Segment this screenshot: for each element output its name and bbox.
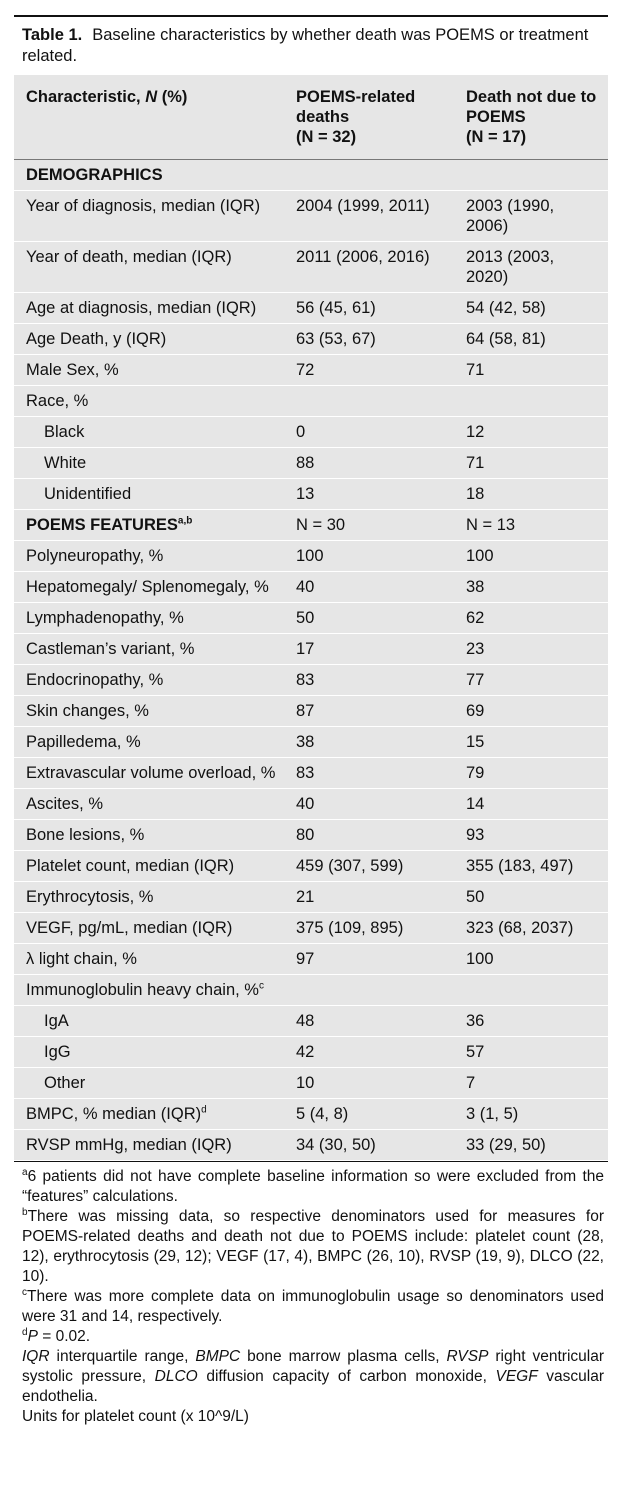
baseline-table xyxy=(14,75,608,1161)
row-label: Year of diagnosis, median (IQR) xyxy=(14,191,284,242)
poems-deaths-value: 13 xyxy=(284,479,454,510)
poems-deaths-value: 21 xyxy=(284,882,454,913)
non-poems-deaths-value xyxy=(454,975,608,1006)
non-poems-deaths-value: 36 xyxy=(454,1006,608,1037)
row-label: Lymphadenopathy, % xyxy=(14,603,284,634)
poems-deaths-value: 34 (30, 50) xyxy=(284,1130,454,1161)
poems-deaths-value: 2004 (1999, 2011) xyxy=(284,191,454,242)
table-row xyxy=(14,191,608,242)
caption-label: Table 1. xyxy=(22,26,83,44)
non-poems-deaths-value: 3 (1, 5) xyxy=(454,1099,608,1130)
poems-deaths-value: N = 30 xyxy=(284,510,454,541)
row-label: Extravascular volume overload, % xyxy=(14,758,284,789)
non-poems-deaths-value: 15 xyxy=(454,727,608,758)
row-label: Bone lesions, % xyxy=(14,820,284,851)
row-label: Skin changes, % xyxy=(14,696,284,727)
footnote-b: $^b$There was missing data, so respective denominators used for measures for POEMS-related deaths and death not due to POEMS include: platelet count (28, 12), erythrocytosis (29, 12); VEGF (17, 4), BMPC (26, 10), RVSP (19, 9), DLCO (22, 10). xyxy=(22,1206,604,1285)
row-label: Male Sex, % xyxy=(14,355,284,386)
poems-deaths-value: 42 xyxy=(284,1037,454,1068)
footnotes xyxy=(22,1167,604,1427)
poems-deaths-value: 40 xyxy=(284,789,454,820)
row-label: RVSP mmHg, median (IQR) xyxy=(14,1130,284,1161)
poems-deaths-value: 0 xyxy=(284,417,454,448)
abbreviations-note: IQR interquartile range, BMPC bone marrow plasma cells, RVSP right ventricular systolic pressure, DLCO diffusion capacity of carbon monoxide, VEGF vascular endothelia. xyxy=(22,1348,605,1405)
poems-deaths-value: 50 xyxy=(284,603,454,634)
poems-deaths-value: 63 (53, 67) xyxy=(284,324,454,355)
non-poems-deaths-value: 79 xyxy=(454,758,608,789)
table-row xyxy=(14,1037,608,1068)
non-poems-deaths-value: N = 13 xyxy=(454,510,608,541)
poems-deaths-value: 17 xyxy=(284,634,454,665)
non-poems-deaths-value: 50 xyxy=(454,882,608,913)
table-row xyxy=(14,293,608,324)
table-row xyxy=(14,820,608,851)
row-label: White xyxy=(14,448,284,479)
table-row xyxy=(14,541,608,572)
row-label: BMPC, % median (IQR)$^d$ xyxy=(14,1099,284,1130)
row-label: Hepatomegaly/ Splenomegaly, % xyxy=(14,572,284,603)
table-row xyxy=(14,1130,608,1161)
poems-deaths-value: 459 (307, 599) xyxy=(284,851,454,882)
table-row xyxy=(14,696,608,727)
non-poems-deaths-value: 355 (183, 497) xyxy=(454,851,608,882)
header-non-poems-deaths: Death not due to POEMS (N = 17) xyxy=(454,75,608,160)
poems-deaths-value xyxy=(284,386,454,417)
table-caption xyxy=(22,25,602,67)
poems-deaths-value: 48 xyxy=(284,1006,454,1037)
table-body xyxy=(14,160,608,1161)
poems-deaths-value: 5 (4, 8) xyxy=(284,1099,454,1130)
non-poems-deaths-value: 54 (42, 58) xyxy=(454,293,608,324)
row-label: Papilledema, % xyxy=(14,727,284,758)
header-poems-deaths: POEMS-related deaths (N = 32) xyxy=(284,75,454,160)
table-row xyxy=(14,1068,608,1099)
poems-deaths-value: 80 xyxy=(284,820,454,851)
non-poems-deaths-value: 93 xyxy=(454,820,608,851)
table-row xyxy=(14,1099,608,1130)
non-poems-deaths-value xyxy=(454,386,608,417)
row-label: Black xyxy=(14,417,284,448)
header-characteristic: Characteristic, N (%) xyxy=(14,75,284,160)
row-label: IgA xyxy=(14,1006,284,1037)
poems-deaths-value: 72 xyxy=(284,355,454,386)
row-label: Age Death, y (IQR) xyxy=(14,324,284,355)
row-label: Race, % xyxy=(14,386,284,417)
table-row xyxy=(14,324,608,355)
poems-deaths-value: 375 (109, 895) xyxy=(284,913,454,944)
table-row xyxy=(14,386,608,417)
table-row xyxy=(14,1006,608,1037)
non-poems-deaths-value: 69 xyxy=(454,696,608,727)
table-container xyxy=(14,75,608,1161)
footnote-c: $^c$There was more complete data on immunoglobulin usage so denominators used were 31 and 14, respectively. xyxy=(22,1286,604,1325)
non-poems-deaths-value: 323 (68, 2037) xyxy=(454,913,608,944)
non-poems-deaths-value: 38 xyxy=(454,572,608,603)
non-poems-deaths-value: 71 xyxy=(454,355,608,386)
non-poems-deaths-value: 62 xyxy=(454,603,608,634)
row-label: Ascites, % xyxy=(14,789,284,820)
row-label: λ light chain, % xyxy=(14,944,284,975)
row-label: VEGF, pg/mL, median (IQR) xyxy=(14,913,284,944)
non-poems-deaths-value: 2013 (2003, 2020) xyxy=(454,242,608,293)
row-label: Endocrinopathy, % xyxy=(14,665,284,696)
non-poems-deaths-value: 100 xyxy=(454,541,608,572)
caption-text: Baseline characteristics by whether death was POEMS or treatment related. xyxy=(22,26,589,65)
poems-deaths-value: 40 xyxy=(284,572,454,603)
poems-deaths-value: 56 (45, 61) xyxy=(284,293,454,324)
non-poems-deaths-value: 7 xyxy=(454,1068,608,1099)
section-row xyxy=(14,160,608,191)
poems-deaths-value: 10 xyxy=(284,1068,454,1099)
table-row xyxy=(14,851,608,882)
non-poems-deaths-value: 18 xyxy=(454,479,608,510)
table-row xyxy=(14,975,608,1006)
row-label: IgG xyxy=(14,1037,284,1068)
non-poems-deaths-value: 2003 (1990, 2006) xyxy=(454,191,608,242)
non-poems-deaths-value: 77 xyxy=(454,665,608,696)
poems-deaths-value: 97 xyxy=(284,944,454,975)
table-row xyxy=(14,789,608,820)
row-label: Unidentified xyxy=(14,479,284,510)
poems-deaths-value: 100 xyxy=(284,541,454,572)
poems-deaths-value: 2011 (2006, 2016) xyxy=(284,242,454,293)
poems-deaths-value: 83 xyxy=(284,758,454,789)
poems-deaths-value: 38 xyxy=(284,727,454,758)
row-label: POEMS FEATURES$^{a,b}$ xyxy=(14,510,284,541)
non-poems-deaths-value: 64 (58, 81) xyxy=(454,324,608,355)
table-row xyxy=(14,448,608,479)
non-poems-deaths-value xyxy=(454,160,608,191)
units-note: Units for platelet count (x 10^9/L) xyxy=(22,1408,249,1425)
table-header-row xyxy=(14,75,608,160)
non-poems-deaths-value: 71 xyxy=(454,448,608,479)
section-row xyxy=(14,510,608,541)
bottom-rule xyxy=(14,1161,608,1162)
non-poems-deaths-value: 33 (29, 50) xyxy=(454,1130,608,1161)
row-label: DEMOGRAPHICS xyxy=(14,160,284,191)
table-row xyxy=(14,572,608,603)
table-row xyxy=(14,355,608,386)
non-poems-deaths-value: 14 xyxy=(454,789,608,820)
table-row xyxy=(14,634,608,665)
poems-deaths-value: 87 xyxy=(284,696,454,727)
table-row xyxy=(14,479,608,510)
row-label: Platelet count, median (IQR) xyxy=(14,851,284,882)
non-poems-deaths-value: 100 xyxy=(454,944,608,975)
table-row xyxy=(14,665,608,696)
table-row xyxy=(14,727,608,758)
row-label: Polyneuropathy, % xyxy=(14,541,284,572)
table-row xyxy=(14,242,608,293)
row-label: Erythrocytosis, % xyxy=(14,882,284,913)
non-poems-deaths-value: 57 xyxy=(454,1037,608,1068)
poems-deaths-value: 83 xyxy=(284,665,454,696)
table-row xyxy=(14,944,608,975)
row-label: Other xyxy=(14,1068,284,1099)
non-poems-deaths-value: 12 xyxy=(454,417,608,448)
table-row xyxy=(14,913,608,944)
top-rule xyxy=(14,15,608,17)
table-row xyxy=(14,417,608,448)
row-label: Castleman’s variant, % xyxy=(14,634,284,665)
row-label: Immunoglobulin heavy chain, %$^c$ xyxy=(14,975,284,1006)
poems-deaths-value: 88 xyxy=(284,448,454,479)
table-row xyxy=(14,882,608,913)
non-poems-deaths-value: 23 xyxy=(454,634,608,665)
row-label: Year of death, median (IQR) xyxy=(14,242,284,293)
poems-deaths-value xyxy=(284,975,454,1006)
footnote-d: $^d$P = 0.02. xyxy=(22,1326,91,1345)
poems-deaths-value xyxy=(284,160,454,191)
table-row xyxy=(14,758,608,789)
row-label: Age at diagnosis, median (IQR) xyxy=(14,293,284,324)
footnote-a: $^a$6 patients did not have complete baseline information so were excluded from the “features” calculations. xyxy=(22,1166,604,1205)
table-row xyxy=(14,603,608,634)
